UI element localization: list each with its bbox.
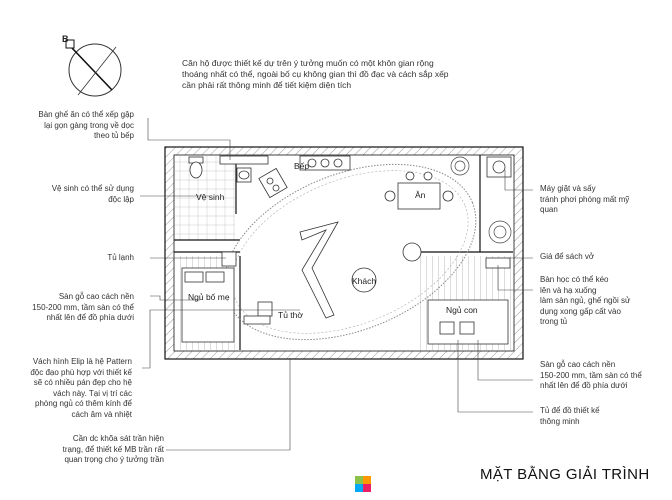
room-label-dining: Ăn: [415, 190, 426, 200]
room-label-bathroom: Vệ sinh: [196, 192, 225, 202]
note-dining-folding: Bàn ghế ăn có thể xếp gập lại gọn gàng trong về dọc theo tủ bếp: [38, 110, 134, 140]
note-wood-floor-right: Sàn gỗ cao cách nền 150-200 mm, tầm sàn có thể nhất lên để đồ phía dưới: [540, 360, 642, 390]
room-label-kitchen: Bếp: [294, 161, 310, 171]
note-ellipse-partition: Vách hình Elip là hệ Pattern độc đạo phù hợp với thiết kế sẽ có nhiều pán đẹp cho hệ vách này. Tại vị trí các phòng ngủ có thêm kính để cách âm và nhiệt: [30, 357, 132, 419]
drawing-title: MẶT BẰNG GIẢI TRÌNH: [480, 466, 650, 483]
toilet: [189, 157, 203, 178]
note-ceiling-survey: Cần dc khõa sát trần hiện trạng, để thiết kế MB trần rất quan trọng cho ý tưởng trần: [62, 434, 164, 464]
note-study-desk: Bàn học có thể kéo lên và hạ xuống làm sàn ngủ, ghế ngồi sử dụng xong gấp cất vào trong tủ: [540, 275, 631, 326]
note-wood-floor-left: Sàn gỗ cao cách nền 150-200 mm, tầm sàn có thể nhất lên để đồ phía dưới: [32, 292, 134, 322]
intro-note: Căn hộ được thiết kế dự trên ý tưởng muốn có một khôn gian rộng thoáng nhất có thể, ngoài bố cụ không gian thì đồ đạc và cách sắp xếp cần phải rất thông minh để tiết kiệm diện tích: [182, 58, 449, 90]
note-fridge: Tủ lạnh: [107, 253, 134, 262]
room-label-kids-bedroom: Ngủ con: [446, 305, 478, 315]
fridge: [222, 252, 236, 266]
compass-letter: B: [62, 34, 69, 44]
note-washing-machine: Máy giặt và sấy tránh phơi phóng mất mỹ quan: [540, 184, 630, 214]
room-label-master-bedroom: Ngủ bố mẹ: [188, 292, 230, 302]
master-bed: [182, 268, 234, 342]
note-bookshelf: Giá để sách vở: [540, 252, 595, 261]
room-label-altar: Tủ thờ: [278, 310, 303, 320]
washbasin: [237, 168, 251, 182]
watermark-logo: [355, 476, 371, 492]
room-label-living: Khách: [352, 276, 377, 286]
note-smart-wardrobe: Tủ để đồ thiết kế thông minh: [540, 406, 600, 426]
note-bathroom: Vệ sinh có thể sử dụng độc lập: [51, 184, 134, 204]
washing-machine: [487, 157, 511, 177]
north-compass-icon: [66, 40, 121, 96]
